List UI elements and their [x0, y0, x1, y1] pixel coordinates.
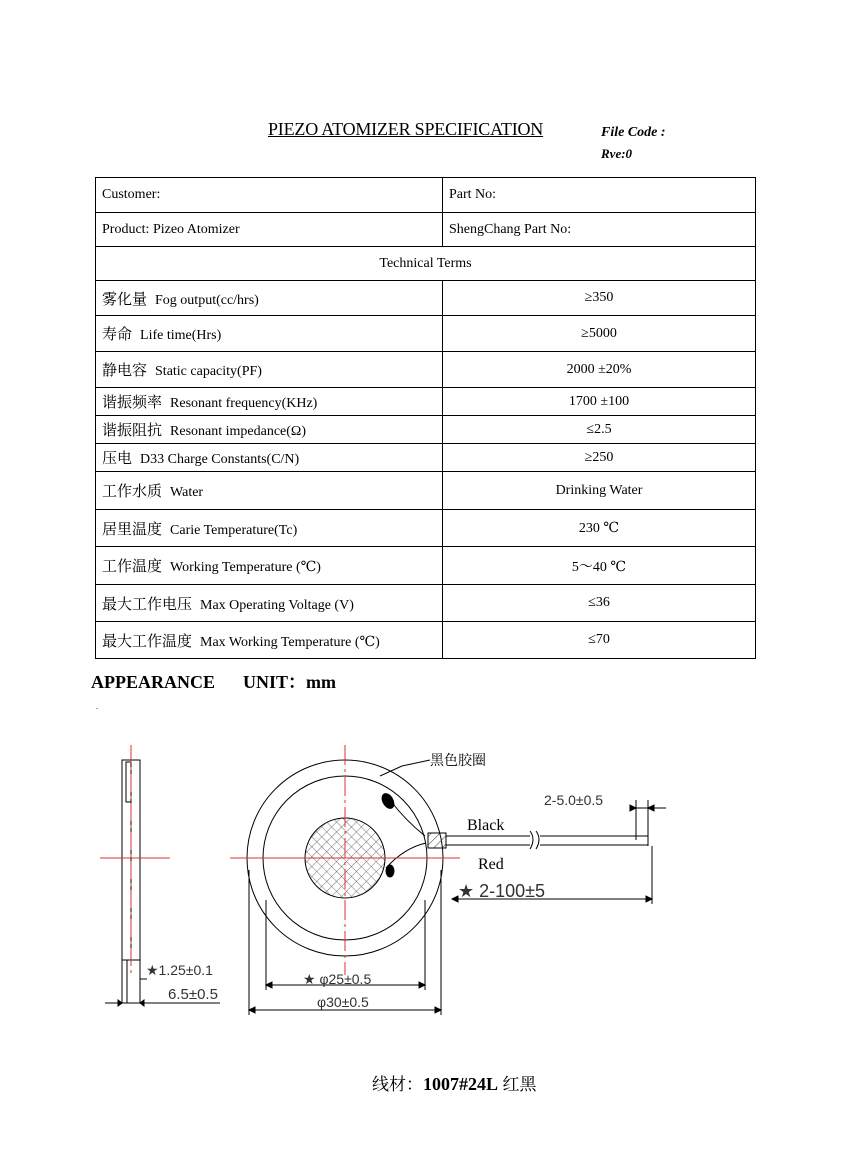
term-zh: 最大工作温度	[102, 631, 193, 650]
ring-label: 黑色胶圈	[430, 753, 486, 769]
shengchang-part-no-cell: ShengChang Part No:	[443, 213, 756, 247]
term-en: Working Temperature (℃)	[170, 560, 321, 575]
term-en: Fog output(cc/hrs)	[155, 292, 259, 308]
term-row	[96, 585, 756, 622]
term-zh: 寿命	[102, 325, 133, 343]
revision: Rve:0	[601, 146, 633, 161]
term-label	[96, 416, 443, 444]
thickness-dim: ★1.25±0.1	[146, 962, 213, 978]
spec-table	[95, 177, 756, 659]
term-label	[96, 352, 443, 388]
term-row	[96, 472, 756, 510]
term-en: Max Working Temperature (℃)	[200, 634, 380, 650]
term-zh: 居里温度	[102, 519, 163, 538]
term-zh: 工作温度	[102, 557, 163, 575]
file-code: File Code :	[601, 125, 666, 140]
wire-spec-colors: 红黑	[502, 1075, 537, 1095]
info-row	[96, 178, 756, 213]
appearance-heading	[91, 668, 336, 694]
term-zh: 雾化量	[102, 289, 148, 308]
term-en: Max Operating Voltage (V)	[200, 597, 354, 613]
term-label	[96, 622, 443, 659]
wire-spec	[372, 1070, 537, 1095]
term-zh: 工作水质	[102, 482, 163, 500]
wire-length-dim: ★ 2-100±5	[458, 881, 546, 901]
term-en: Water	[170, 485, 204, 500]
section-row	[96, 247, 756, 281]
term-en: Static capacity(PF)	[155, 364, 262, 379]
term-value: 2000 ±20%	[443, 352, 756, 388]
term-en: Life time(Hrs)	[140, 328, 222, 343]
term-label	[96, 388, 443, 416]
term-en: Resonant impedance(Ω)	[170, 424, 306, 439]
term-en: Carie Temperature(Tc)	[170, 522, 298, 538]
black-wire-label: Black	[467, 817, 505, 834]
page-title: PIEZO ATOMIZER SPECIFICATION	[268, 119, 544, 139]
term-zh: 最大工作电压	[102, 594, 193, 613]
term-value: ≥250	[443, 444, 756, 472]
term-value: 230 ℃	[443, 510, 756, 547]
term-label	[96, 281, 443, 316]
info-row	[96, 213, 756, 247]
appearance-drawing	[0, 700, 850, 1030]
term-label	[96, 316, 443, 352]
term-zh: 静电容	[102, 361, 148, 379]
customer-cell: Customer:	[96, 178, 443, 213]
unit-label: UNIT：mm	[243, 672, 336, 692]
section-heading: Technical Terms	[96, 247, 756, 281]
term-zh: 谐振频率	[102, 393, 163, 411]
term-row	[96, 281, 756, 316]
term-label	[96, 547, 443, 585]
term-label	[96, 472, 443, 510]
term-row	[96, 388, 756, 416]
term-row	[96, 352, 756, 388]
term-row	[96, 444, 756, 472]
term-value: ≥5000	[443, 316, 756, 352]
term-label	[96, 510, 443, 547]
term-row	[96, 316, 756, 352]
term-value: Drinking Water	[443, 472, 756, 510]
term-value: ≥350	[443, 281, 756, 316]
term-en: Resonant frequency(KHz)	[170, 396, 318, 411]
wire-spec-label: 线材：	[372, 1075, 423, 1095]
term-row	[96, 622, 756, 659]
appearance-label: APPEARANCE	[91, 672, 215, 692]
inner-diameter-dim: ★ φ25±0.5	[303, 971, 372, 987]
product-cell: Product: Pizeo Atomizer	[96, 213, 443, 247]
wire-spec-code: 1007#24L	[423, 1074, 499, 1094]
term-label	[96, 585, 443, 622]
part-no-cell: Part No:	[443, 178, 756, 213]
term-value: ≤2.5	[443, 416, 756, 444]
red-wire-label: Red	[478, 856, 504, 873]
stray-dot: .	[96, 702, 98, 711]
term-row	[96, 416, 756, 444]
term-row	[96, 547, 756, 585]
outer-diameter-dim: φ30±0.5	[317, 994, 369, 1010]
term-value: 1700 ±100	[443, 388, 756, 416]
term-value: ≤36	[443, 585, 756, 622]
term-zh: 压电	[102, 449, 133, 467]
total-thickness-dim: 6.5±0.5	[168, 986, 218, 1003]
term-value: 5～40 ℃	[443, 547, 756, 585]
term-value: ≤70	[443, 622, 756, 659]
term-label	[96, 444, 443, 472]
wire-pitch-dim: 2-5.0±0.5	[544, 792, 604, 808]
term-row	[96, 510, 756, 547]
term-en: D33 Charge Constants(C/N)	[140, 452, 300, 467]
term-zh: 谐振阻抗	[102, 421, 163, 439]
